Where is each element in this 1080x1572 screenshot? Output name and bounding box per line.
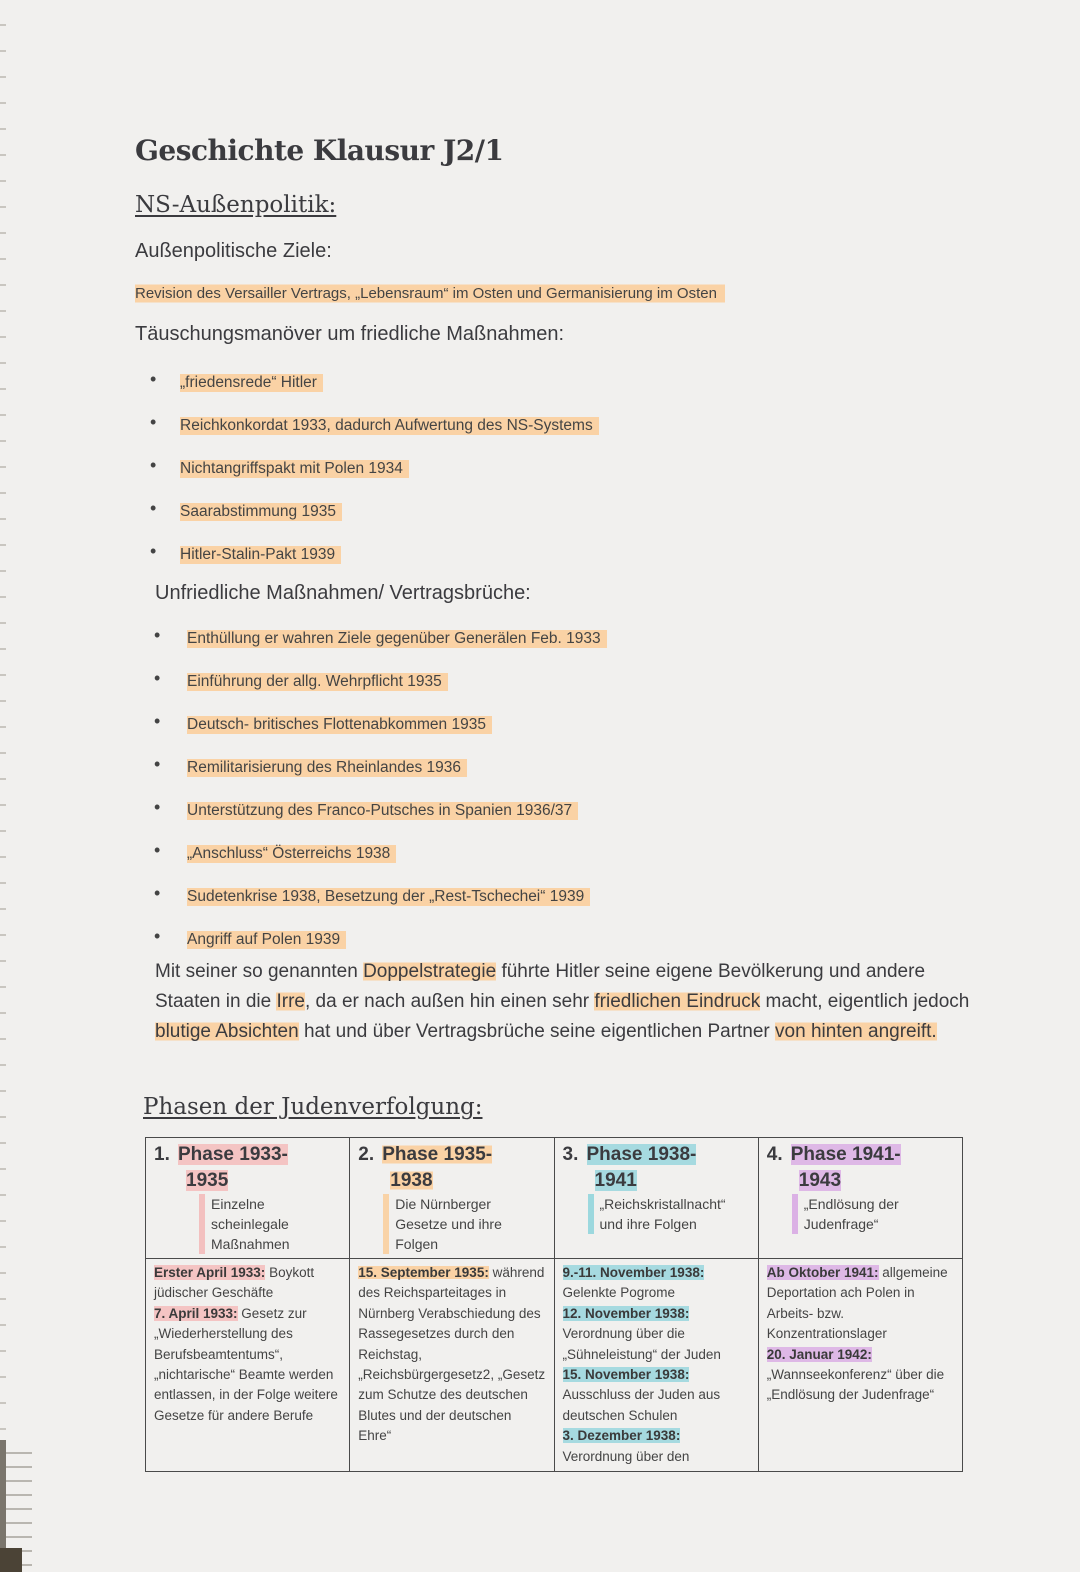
bullet: • [150,498,157,518]
phase-date: 7. April 1933: [154,1305,238,1321]
bullet: • [150,369,157,389]
phase-event: Verordnung über die „Sühneleistung“ der Juden [562,1326,721,1362]
unpeaceful-label: Unfriedliche Maßnahmen/ Vertragsbrüche: [155,582,531,604]
list-item-text: Nichtangriffspakt mit Polen 1934 [180,458,409,480]
summary-paragraph [155,957,975,1047]
phase-event: Gesetz zur „Wiederherstellung des Berufsbeamtentums“, „nichtarische“ Beamte werden entlassen, in der Folge weitere Gesetze für andere Berufe [154,1305,338,1423]
bullet: • [150,455,157,475]
list-item-text: Hitler-Stalin-Pakt 1939 [180,544,341,566]
list-item-text: Angriff auf Polen 1939 [187,929,346,951]
phase-header-row [146,1138,963,1259]
phase-event: allgemeine Deportation ach Polen in Arbeits- bzw. Konzentrationslager [766,1265,948,1342]
phase-title-years: 1938 [390,1170,433,1191]
list-item-text: Deutsch- britisches Flottenabkommen 1935 [187,714,492,736]
phase-description: „Endlösung der Judenfrage“ [792,1194,934,1234]
phase-event: Boykott jüdischer Geschäfte [154,1265,315,1301]
summary-text: hat und über Vertragsbrüche seine eigentlichen Partner [298,1021,776,1042]
bullet: • [154,883,161,903]
bullet: • [154,797,161,817]
phase-header-cell [350,1138,554,1259]
phase-date: 3. Dezember 1938: [562,1428,681,1444]
list-item-text: Sudetenkrise 1938, Besetzung der „Rest-Tschechei“ 1939 [187,886,590,908]
bullet: • [154,754,161,774]
summary-text: Mit seiner so genannten [155,961,364,982]
paper-edge [0,0,6,1572]
list-item-text: Unterstützung des Franco-Putsches in Spanien 1936/37 [187,800,578,822]
list-item-text: „Anschluss“ Österreichs 1938 [187,843,396,865]
peaceful-label: Täuschungsmanöver um friedliche Maßnahmen: [135,323,565,345]
phase-header-cell [146,1138,350,1259]
phase-date: 15. November 1938: [562,1367,690,1383]
section-heading-judenverfolgung: Phasen der Judenverfolgung: [143,1094,483,1120]
phase-title: Phase 1935- [382,1144,493,1165]
list-item-text: Einführung der allg. Wehrpflicht 1935 [187,671,448,693]
phase-title: Phase 1941- [790,1144,901,1165]
binding-tab [0,1548,22,1572]
phase-date: Erster April 1933: [154,1265,266,1280]
phase-header-cell [554,1138,758,1259]
list-item-text: Remilitarisierung des Rheinlandes 1936 [187,757,467,779]
summary-highlight: Doppelstrategie [363,961,497,982]
phase-title-years: 1941 [594,1170,637,1191]
phase-number: 3. [562,1144,579,1165]
list-item-text: Enthüllung er wahren Ziele gegenüber Generälen Feb. 1933 [187,628,607,650]
phase-description: Einzelne scheinlegale Maßnahmen [199,1194,321,1254]
phase-title-years: 1935 [186,1170,229,1191]
phase-event: „Wannseekonferenz“ über die „Endlösung der Judenfrage“ [766,1367,945,1403]
summary-text: führte Hitler seine eigene Bevölkerung und andere Staaten in die [155,961,926,1012]
list-item-text: Saarabstimmung 1935 [180,501,342,523]
summary-text: , da er nach außen hin einen sehr [304,991,595,1012]
phase-body-cell [758,1259,962,1472]
phase-event: Ausschluss der Juden aus deutschen Schulen [562,1387,721,1423]
phase-description: Die Nürnberger Gesetze und ihre Folgen [383,1194,525,1254]
phase-number: 4. [766,1144,783,1165]
goals-text: Revision des Versailler Vertrags, „Lebensraum“ im Osten und Germanisierung im Osten [135,283,725,304]
list-item-text: „friedensrede“ Hitler [180,372,323,394]
list-item-text: Reichkonkordat 1933, dadurch Aufwertung des NS-Systems [180,415,599,437]
phase-event: Verordnung über den [562,1448,690,1464]
bullet: • [154,840,161,860]
phase-title: Phase 1938- [586,1144,697,1165]
bullet: • [154,711,161,731]
page-title: Geschichte Klausur J2/1 [135,134,504,167]
phase-date: 12. November 1938: [562,1305,690,1321]
summary-text: macht, eigentlich jedoch [760,991,970,1012]
phase-header-cell [758,1138,962,1259]
summary-highlight: friedlichen Eindruck [594,991,761,1012]
phase-body-cell [350,1259,554,1472]
phase-body-cell [146,1259,350,1472]
phase-date: 15. September 1935: [358,1265,489,1280]
phase-title: Phase 1933- [178,1144,288,1165]
section-heading-aussenpolitik: NS-Außenpolitik: [135,192,337,218]
phase-title-years: 1943 [798,1170,842,1191]
phase-event: Gelenkte Pogrome [562,1285,676,1301]
phase-description: „Reichskristallnacht“ und ihre Folgen [588,1194,750,1234]
bullet: • [150,412,157,432]
phase-event: während des Reichsparteitages in Nürnberg Verabschiedung des Rassegesetzes durch den Reichstag, „Reichsbürgergesetz2, „Gesetz zum Schutze des deutschen Blutes und der deutschen Ehre“ [358,1265,546,1444]
phases-table [145,1137,963,1472]
bullet: • [154,668,161,688]
summary-highlight: Irre [276,991,305,1012]
phase-date: 9.-11. November 1938: [562,1265,705,1280]
bullet: • [154,926,161,946]
phase-body-cell [554,1259,758,1472]
bullet: • [150,541,157,561]
summary-highlight: blutige Absichten [155,1021,299,1042]
phase-number: 1. [154,1144,170,1165]
goals-label: Außenpolitische Ziele: [135,240,332,262]
phase-date: 20. Januar 1942: [766,1346,872,1362]
phase-number: 2. [358,1144,375,1165]
phase-date: Ab Oktober 1941: [766,1265,879,1280]
phase-body-row [146,1259,963,1472]
summary-highlight: von hinten angreift. [775,1021,937,1042]
bullet: • [154,625,161,645]
